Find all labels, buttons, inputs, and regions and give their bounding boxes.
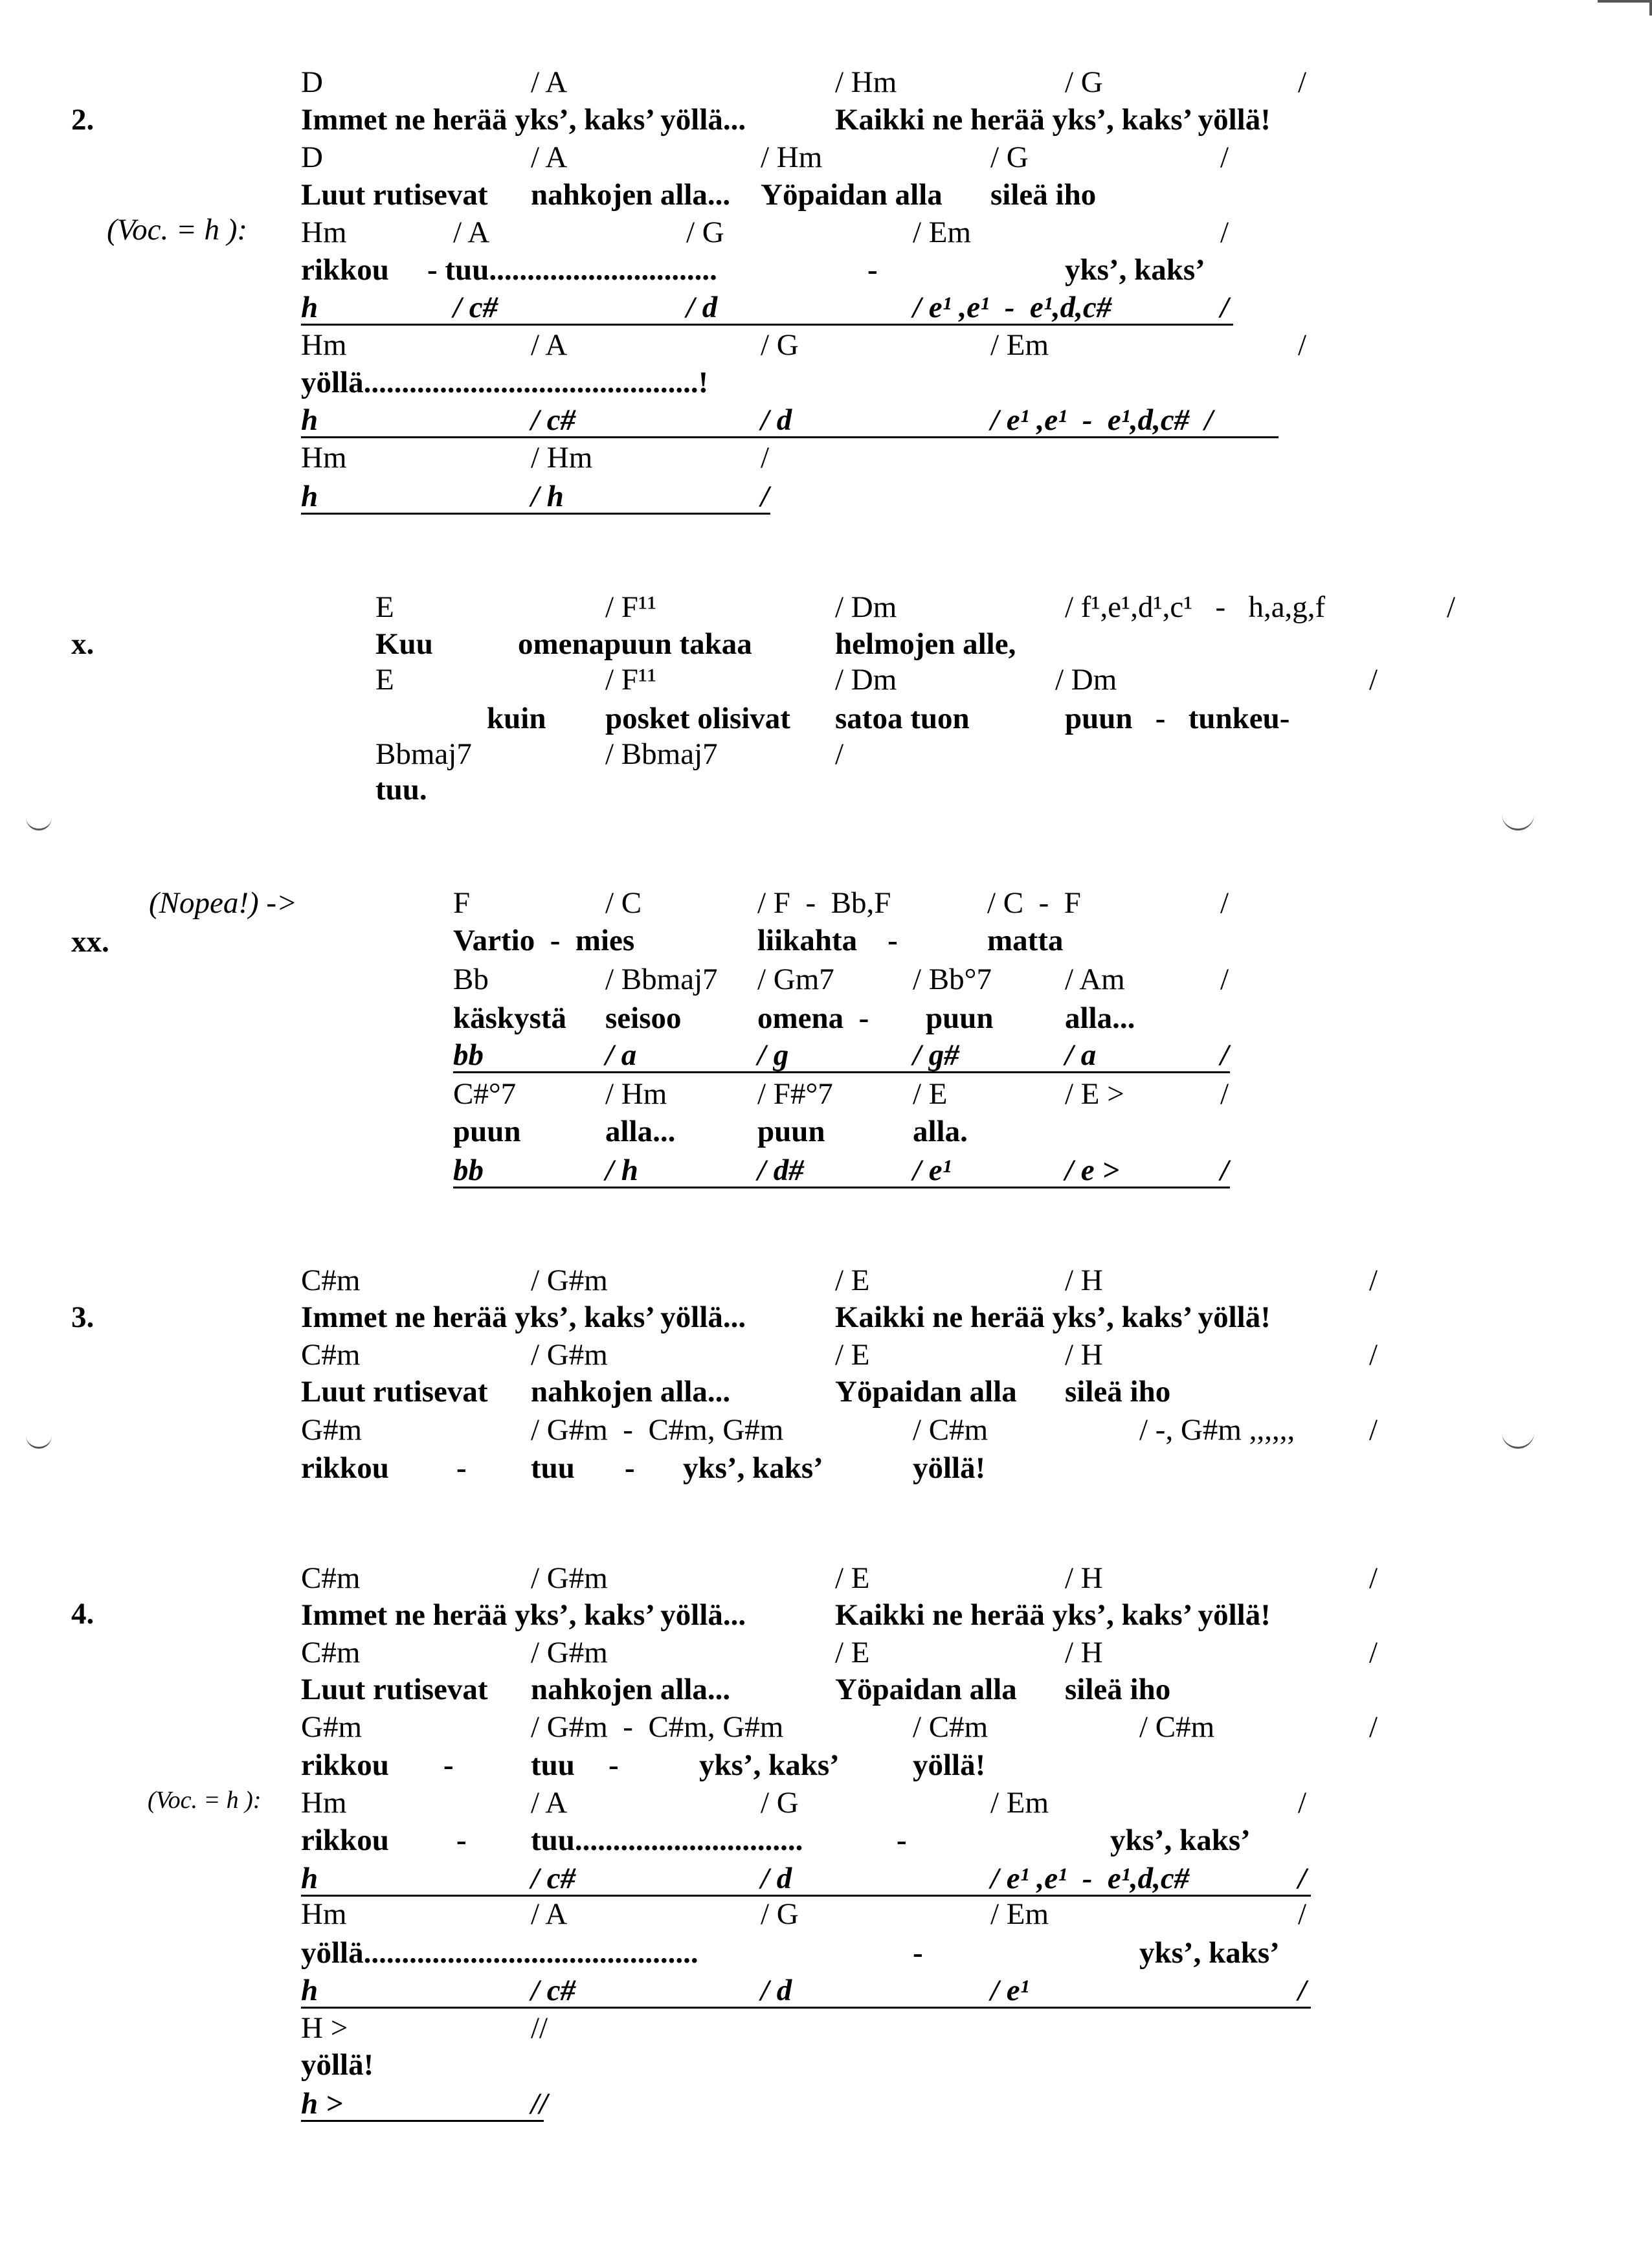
scan-corner-mark bbox=[1598, 0, 1652, 16]
bass-cell: h bbox=[301, 403, 318, 437]
lyric-cell: sileä iho bbox=[1065, 1375, 1171, 1409]
chord-cell: Hm bbox=[301, 216, 347, 249]
lyric-cell: Yöpaidan alla bbox=[835, 1375, 1017, 1409]
lyric-cell: Kaikki ne herää yks’, kaks’ yöllä! bbox=[835, 103, 1271, 137]
hole-punch-mark-left-1 bbox=[26, 812, 52, 831]
bass-cell: / e¹ bbox=[913, 1154, 952, 1187]
lyric-cell: rikkou bbox=[301, 1748, 389, 1782]
lyric-cell: Kuu bbox=[375, 627, 433, 661]
chord-cell: / A bbox=[531, 65, 568, 99]
bass-cell: / c# bbox=[531, 1974, 576, 2007]
bass-cell: / c# bbox=[453, 291, 498, 324]
bass-line-underline bbox=[301, 324, 1233, 326]
chord-cell: / bbox=[1369, 1561, 1378, 1595]
lyric-cell: nahkojen alla... bbox=[531, 1375, 731, 1409]
lyric-cell: yöllä! bbox=[913, 1451, 986, 1485]
lyric-cell: yks’, kaks’ bbox=[683, 1451, 823, 1485]
chord-cell: / A bbox=[531, 140, 568, 174]
chord-cell: / bbox=[1298, 1897, 1307, 1931]
lyric-cell: Luut rutisevat bbox=[301, 178, 488, 212]
lyric-cell: yöllä! bbox=[301, 2048, 374, 2082]
section-label: 3. bbox=[71, 1300, 95, 1334]
chord-cell: / G bbox=[1065, 65, 1103, 99]
chord-cell: / E bbox=[835, 1636, 870, 1669]
chord-cell: / G#m - C#m, G#m bbox=[531, 1413, 784, 1447]
chord-cell: / Hm bbox=[605, 1077, 667, 1111]
chord-cell: / bbox=[1369, 1636, 1378, 1669]
lyric-cell: tuu.............................. bbox=[531, 1823, 803, 1857]
chord-cell: / bbox=[1447, 590, 1456, 624]
bass-cell: h bbox=[301, 480, 318, 513]
bass-line-underline bbox=[301, 1895, 1311, 1897]
chord-cell: / bbox=[1220, 140, 1229, 174]
chord-cell: G#m bbox=[301, 1413, 362, 1447]
lyric-cell: sileä iho bbox=[1065, 1673, 1171, 1706]
lyric-cell: yks’, kaks’ bbox=[699, 1748, 840, 1782]
lyric-cell: Immet ne herää yks’, kaks’ yöllä... bbox=[301, 1598, 746, 1632]
lyric-cell: yöllä! bbox=[913, 1748, 986, 1782]
chord-cell: / Em bbox=[990, 1897, 1049, 1931]
chord-cell: H > bbox=[301, 2011, 348, 2045]
chord-cell: / G#m bbox=[531, 1561, 608, 1595]
lyric-cell: alla... bbox=[605, 1115, 676, 1148]
lyric-cell: tuu bbox=[531, 1451, 575, 1485]
lyric-cell: Immet ne herää yks’, kaks’ yöllä... bbox=[301, 1300, 746, 1334]
section-side-note: (Voc. = h ): bbox=[107, 213, 248, 247]
lyric-cell: - bbox=[867, 253, 878, 287]
bass-line-underline bbox=[301, 2007, 1311, 2009]
lyric-cell: helmojen alle, bbox=[835, 627, 1016, 661]
lyric-cell: puun bbox=[453, 1115, 521, 1148]
bass-line-underline bbox=[301, 513, 770, 515]
bass-line-underline bbox=[453, 1187, 1230, 1188]
chord-cell: / E bbox=[913, 1077, 948, 1111]
lyric-cell: puun bbox=[757, 1115, 825, 1148]
chord-cell: C#m bbox=[301, 1264, 361, 1297]
section-side-note: (Nopea!) -> bbox=[149, 886, 297, 920]
chord-cell: / G#m bbox=[531, 1264, 608, 1297]
bass-line-underline bbox=[301, 2120, 544, 2122]
lyric-cell: yöllä............................................! bbox=[301, 366, 709, 399]
chord-cell: / E bbox=[835, 1264, 870, 1297]
hole-punch-mark-left-2 bbox=[26, 1431, 52, 1449]
chord-cell: / A bbox=[531, 1897, 568, 1931]
chord-cell: Hm bbox=[301, 328, 347, 362]
lyric-cell: - tuu.............................. bbox=[427, 253, 717, 287]
lyric-cell: liikahta - bbox=[757, 924, 898, 957]
chord-cell: E bbox=[375, 663, 394, 697]
chord-cell: / G#m - C#m, G#m bbox=[531, 1710, 784, 1744]
chord-cell: D bbox=[301, 140, 323, 174]
lyric-cell: sileä iho bbox=[990, 178, 1097, 212]
chord-cell: C#m bbox=[301, 1338, 361, 1372]
lyric-cell: - bbox=[443, 1748, 454, 1782]
section-label: 4. bbox=[71, 1597, 95, 1631]
chord-cell: / f¹,e¹,d¹,c¹ - h,a,g,f bbox=[1065, 590, 1326, 624]
chord-cell: / F - Bb,F bbox=[757, 886, 891, 920]
lyric-cell: Kaikki ne herää yks’, kaks’ yöllä! bbox=[835, 1300, 1271, 1334]
hole-punch-mark-right-1 bbox=[1502, 812, 1534, 831]
chord-cell: / G bbox=[761, 1786, 799, 1820]
bass-cell: / a bbox=[605, 1038, 637, 1072]
chord-cell: Hm bbox=[301, 1897, 347, 1931]
chord-cell: / G bbox=[990, 140, 1029, 174]
lyric-cell: tuu. bbox=[375, 773, 427, 807]
chord-cell: / F¹¹ bbox=[605, 590, 657, 624]
bass-cell: h > bbox=[301, 2087, 343, 2121]
lyric-cell: Luut rutisevat bbox=[301, 1375, 488, 1409]
chord-cell: / bbox=[1369, 663, 1378, 697]
chord-cell: / F¹¹ bbox=[605, 663, 657, 697]
chord-cell: / E bbox=[835, 1338, 870, 1372]
lyric-cell: yks’, kaks’ bbox=[1065, 253, 1205, 287]
chord-cell: / Bbmaj7 bbox=[605, 737, 718, 771]
lyric-cell: - bbox=[625, 1451, 635, 1485]
chord-cell: / Bbmaj7 bbox=[605, 963, 718, 996]
bass-cell: / bbox=[1220, 291, 1229, 324]
lyric-cell: alla. bbox=[913, 1115, 968, 1148]
lyric-cell: käskystä bbox=[453, 1001, 567, 1035]
bass-cell: / d bbox=[686, 291, 718, 324]
chord-cell: / bbox=[1220, 886, 1229, 920]
section-side-note: (Voc. = h ): bbox=[148, 1787, 262, 1814]
chord-cell: / bbox=[1220, 1077, 1229, 1111]
chord-cell: / Hm bbox=[835, 65, 897, 99]
lyric-cell: nahkojen alla... bbox=[531, 1673, 731, 1706]
chord-cell: Hm bbox=[301, 1786, 347, 1820]
chord-cell: E bbox=[375, 590, 394, 624]
bass-cell: // bbox=[531, 2087, 548, 2121]
chord-cell: / bbox=[1369, 1338, 1378, 1372]
chord-cell: C#°7 bbox=[453, 1077, 517, 1111]
chord-cell: / H bbox=[1065, 1636, 1103, 1669]
bass-cell: bb bbox=[453, 1154, 484, 1187]
lyric-cell: - bbox=[608, 1748, 619, 1782]
bass-cell: / a bbox=[1065, 1038, 1097, 1072]
lyric-cell: yks’, kaks’ bbox=[1139, 1936, 1280, 1970]
lyric-cell: posket olisivat bbox=[605, 702, 790, 735]
chord-cell: / G bbox=[686, 216, 724, 249]
chord-cell: / G#m bbox=[531, 1338, 608, 1372]
chord-cell: Bbmaj7 bbox=[375, 737, 472, 771]
bass-cell: / g# bbox=[913, 1038, 959, 1072]
lyric-cell: tuu bbox=[531, 1748, 575, 1782]
bass-cell: / e¹ ,e¹ - e¹,d,c# bbox=[990, 1862, 1190, 1895]
chord-cell: / E > bbox=[1065, 1077, 1124, 1111]
bass-cell: / c# bbox=[531, 403, 576, 437]
lyric-cell: omena - bbox=[757, 1001, 869, 1035]
chord-cell: / -, G#m ,,,,,, bbox=[1139, 1413, 1295, 1447]
chord-cell: / Dm bbox=[1055, 663, 1117, 697]
chord-cell: / A bbox=[531, 328, 568, 362]
chord-cell: / bbox=[1298, 328, 1307, 362]
chord-cell: / C#m bbox=[913, 1710, 988, 1744]
chord-cell: / A bbox=[453, 216, 490, 249]
chord-cell: / C#m bbox=[913, 1413, 988, 1447]
bass-cell: / bbox=[761, 480, 770, 513]
lyric-cell: satoa tuon bbox=[835, 702, 970, 735]
chord-cell: / G bbox=[761, 328, 799, 362]
lyric-cell: kuin bbox=[487, 702, 546, 735]
bass-cell: / d bbox=[761, 403, 792, 437]
chord-cell: / bbox=[761, 441, 770, 474]
bass-cell: / d bbox=[761, 1862, 792, 1895]
bass-cell: h bbox=[301, 1974, 318, 2007]
chord-cell: / Am bbox=[1065, 963, 1125, 996]
chord-cell: / Gm7 bbox=[757, 963, 834, 996]
bass-cell: / bbox=[1220, 1154, 1229, 1187]
chord-cell: C#m bbox=[301, 1636, 361, 1669]
lyric-cell: Kaikki ne herää yks’, kaks’ yöllä! bbox=[835, 1598, 1271, 1632]
lyric-cell: matta bbox=[987, 924, 1064, 957]
chord-cell: / H bbox=[1065, 1264, 1103, 1297]
chord-cell: / C#m bbox=[1139, 1710, 1215, 1744]
chord-cell: / H bbox=[1065, 1338, 1103, 1372]
bass-line-underline bbox=[301, 436, 1278, 438]
chord-cell: / bbox=[1369, 1264, 1378, 1297]
lyric-cell: seisoo bbox=[605, 1001, 682, 1035]
bass-cell: / d bbox=[761, 1974, 792, 2007]
chord-cell: / H bbox=[1065, 1561, 1103, 1595]
chord-cell: / E bbox=[835, 1561, 870, 1595]
bass-cell: / g bbox=[757, 1038, 789, 1072]
lyric-cell: Luut rutisevat bbox=[301, 1673, 488, 1706]
lyric-cell: alla... bbox=[1065, 1001, 1135, 1035]
chord-cell: / Em bbox=[990, 1786, 1049, 1820]
chord-cell: / C bbox=[605, 886, 642, 920]
chord-cell: / G bbox=[761, 1897, 799, 1931]
lyric-cell: Yöpaidan alla bbox=[835, 1673, 1017, 1706]
chord-cell: / bbox=[1298, 65, 1307, 99]
chord-cell: G#m bbox=[301, 1710, 362, 1744]
section-label: xx. bbox=[71, 925, 109, 959]
chord-cell: / Em bbox=[990, 328, 1049, 362]
chord-cell: / bbox=[1298, 1786, 1307, 1820]
bass-cell: / bbox=[1298, 1862, 1307, 1895]
chord-cell: C#m bbox=[301, 1561, 361, 1595]
chord-cell: Bb bbox=[453, 963, 489, 996]
bass-cell: / d# bbox=[757, 1154, 804, 1187]
bass-cell: bb bbox=[453, 1038, 484, 1072]
bass-cell: / h bbox=[605, 1154, 638, 1187]
lyric-cell: rikkou bbox=[301, 253, 389, 287]
chord-cell: / bbox=[835, 737, 844, 771]
chord-cell: / F#°7 bbox=[757, 1077, 833, 1111]
lyric-cell: - bbox=[913, 1936, 923, 1970]
lyric-cell: puun - tunkeu- bbox=[1065, 702, 1290, 735]
lyric-cell: - bbox=[897, 1823, 907, 1857]
section-label: x. bbox=[71, 627, 95, 661]
chord-cell: Hm bbox=[301, 441, 347, 474]
chord-cell: / G#m bbox=[531, 1636, 608, 1669]
chord-cell: F bbox=[453, 886, 471, 920]
chord-cell: D bbox=[301, 65, 323, 99]
lyric-cell: yks’, kaks’ bbox=[1110, 1823, 1251, 1857]
lyric-cell: - bbox=[456, 1823, 467, 1857]
chord-cell: / C - F bbox=[987, 886, 1081, 920]
bass-cell: / e¹ ,e¹ - e¹,d,c# bbox=[913, 291, 1112, 324]
chord-cell: // bbox=[531, 2011, 548, 2045]
chord-cell: / bbox=[1369, 1710, 1378, 1744]
lyric-cell: rikkou bbox=[301, 1451, 389, 1485]
bass-cell: / c# bbox=[531, 1862, 576, 1895]
chord-cell: / A bbox=[531, 1786, 568, 1820]
bass-cell: / bbox=[1220, 1038, 1229, 1072]
section-label: 2. bbox=[71, 103, 95, 137]
lyric-cell: - bbox=[456, 1451, 467, 1485]
lyric-cell: rikkou bbox=[301, 1823, 389, 1857]
chord-cell: / Bb°7 bbox=[913, 963, 992, 996]
lyric-cell: Yöpaidan alla bbox=[761, 178, 943, 212]
bass-cell: / e¹ ,e¹ - e¹,d,c# / bbox=[990, 403, 1213, 437]
chord-cell: / bbox=[1369, 1413, 1378, 1447]
bass-cell: / e¹ bbox=[990, 1974, 1029, 2007]
hole-punch-mark-right-2 bbox=[1502, 1431, 1534, 1449]
chord-cell: / Em bbox=[913, 216, 972, 249]
bass-cell: / e > bbox=[1065, 1154, 1120, 1187]
bass-cell: / h bbox=[531, 480, 564, 513]
chord-cell: / bbox=[1220, 963, 1229, 996]
chord-cell: / Hm bbox=[761, 140, 823, 174]
lyric-cell: omenapuun takaa bbox=[518, 627, 752, 661]
bass-cell: h bbox=[301, 291, 318, 324]
chord-cell: / Hm bbox=[531, 441, 593, 474]
lyric-cell: yöllä............................................ bbox=[301, 1936, 698, 1970]
lyric-cell: nahkojen alla... bbox=[531, 178, 731, 212]
chord-cell: / Dm bbox=[835, 663, 897, 697]
lyric-cell: Immet ne herää yks’, kaks’ yöllä... bbox=[301, 103, 746, 137]
lyric-cell: puun bbox=[926, 1001, 994, 1035]
bass-cell: h bbox=[301, 1862, 318, 1895]
chord-cell: / bbox=[1220, 216, 1229, 249]
bass-line-underline bbox=[453, 1071, 1230, 1073]
chord-cell: / Dm bbox=[835, 590, 897, 624]
bass-cell: / bbox=[1298, 1974, 1307, 2007]
lyric-cell: Vartio - mies bbox=[453, 924, 635, 957]
